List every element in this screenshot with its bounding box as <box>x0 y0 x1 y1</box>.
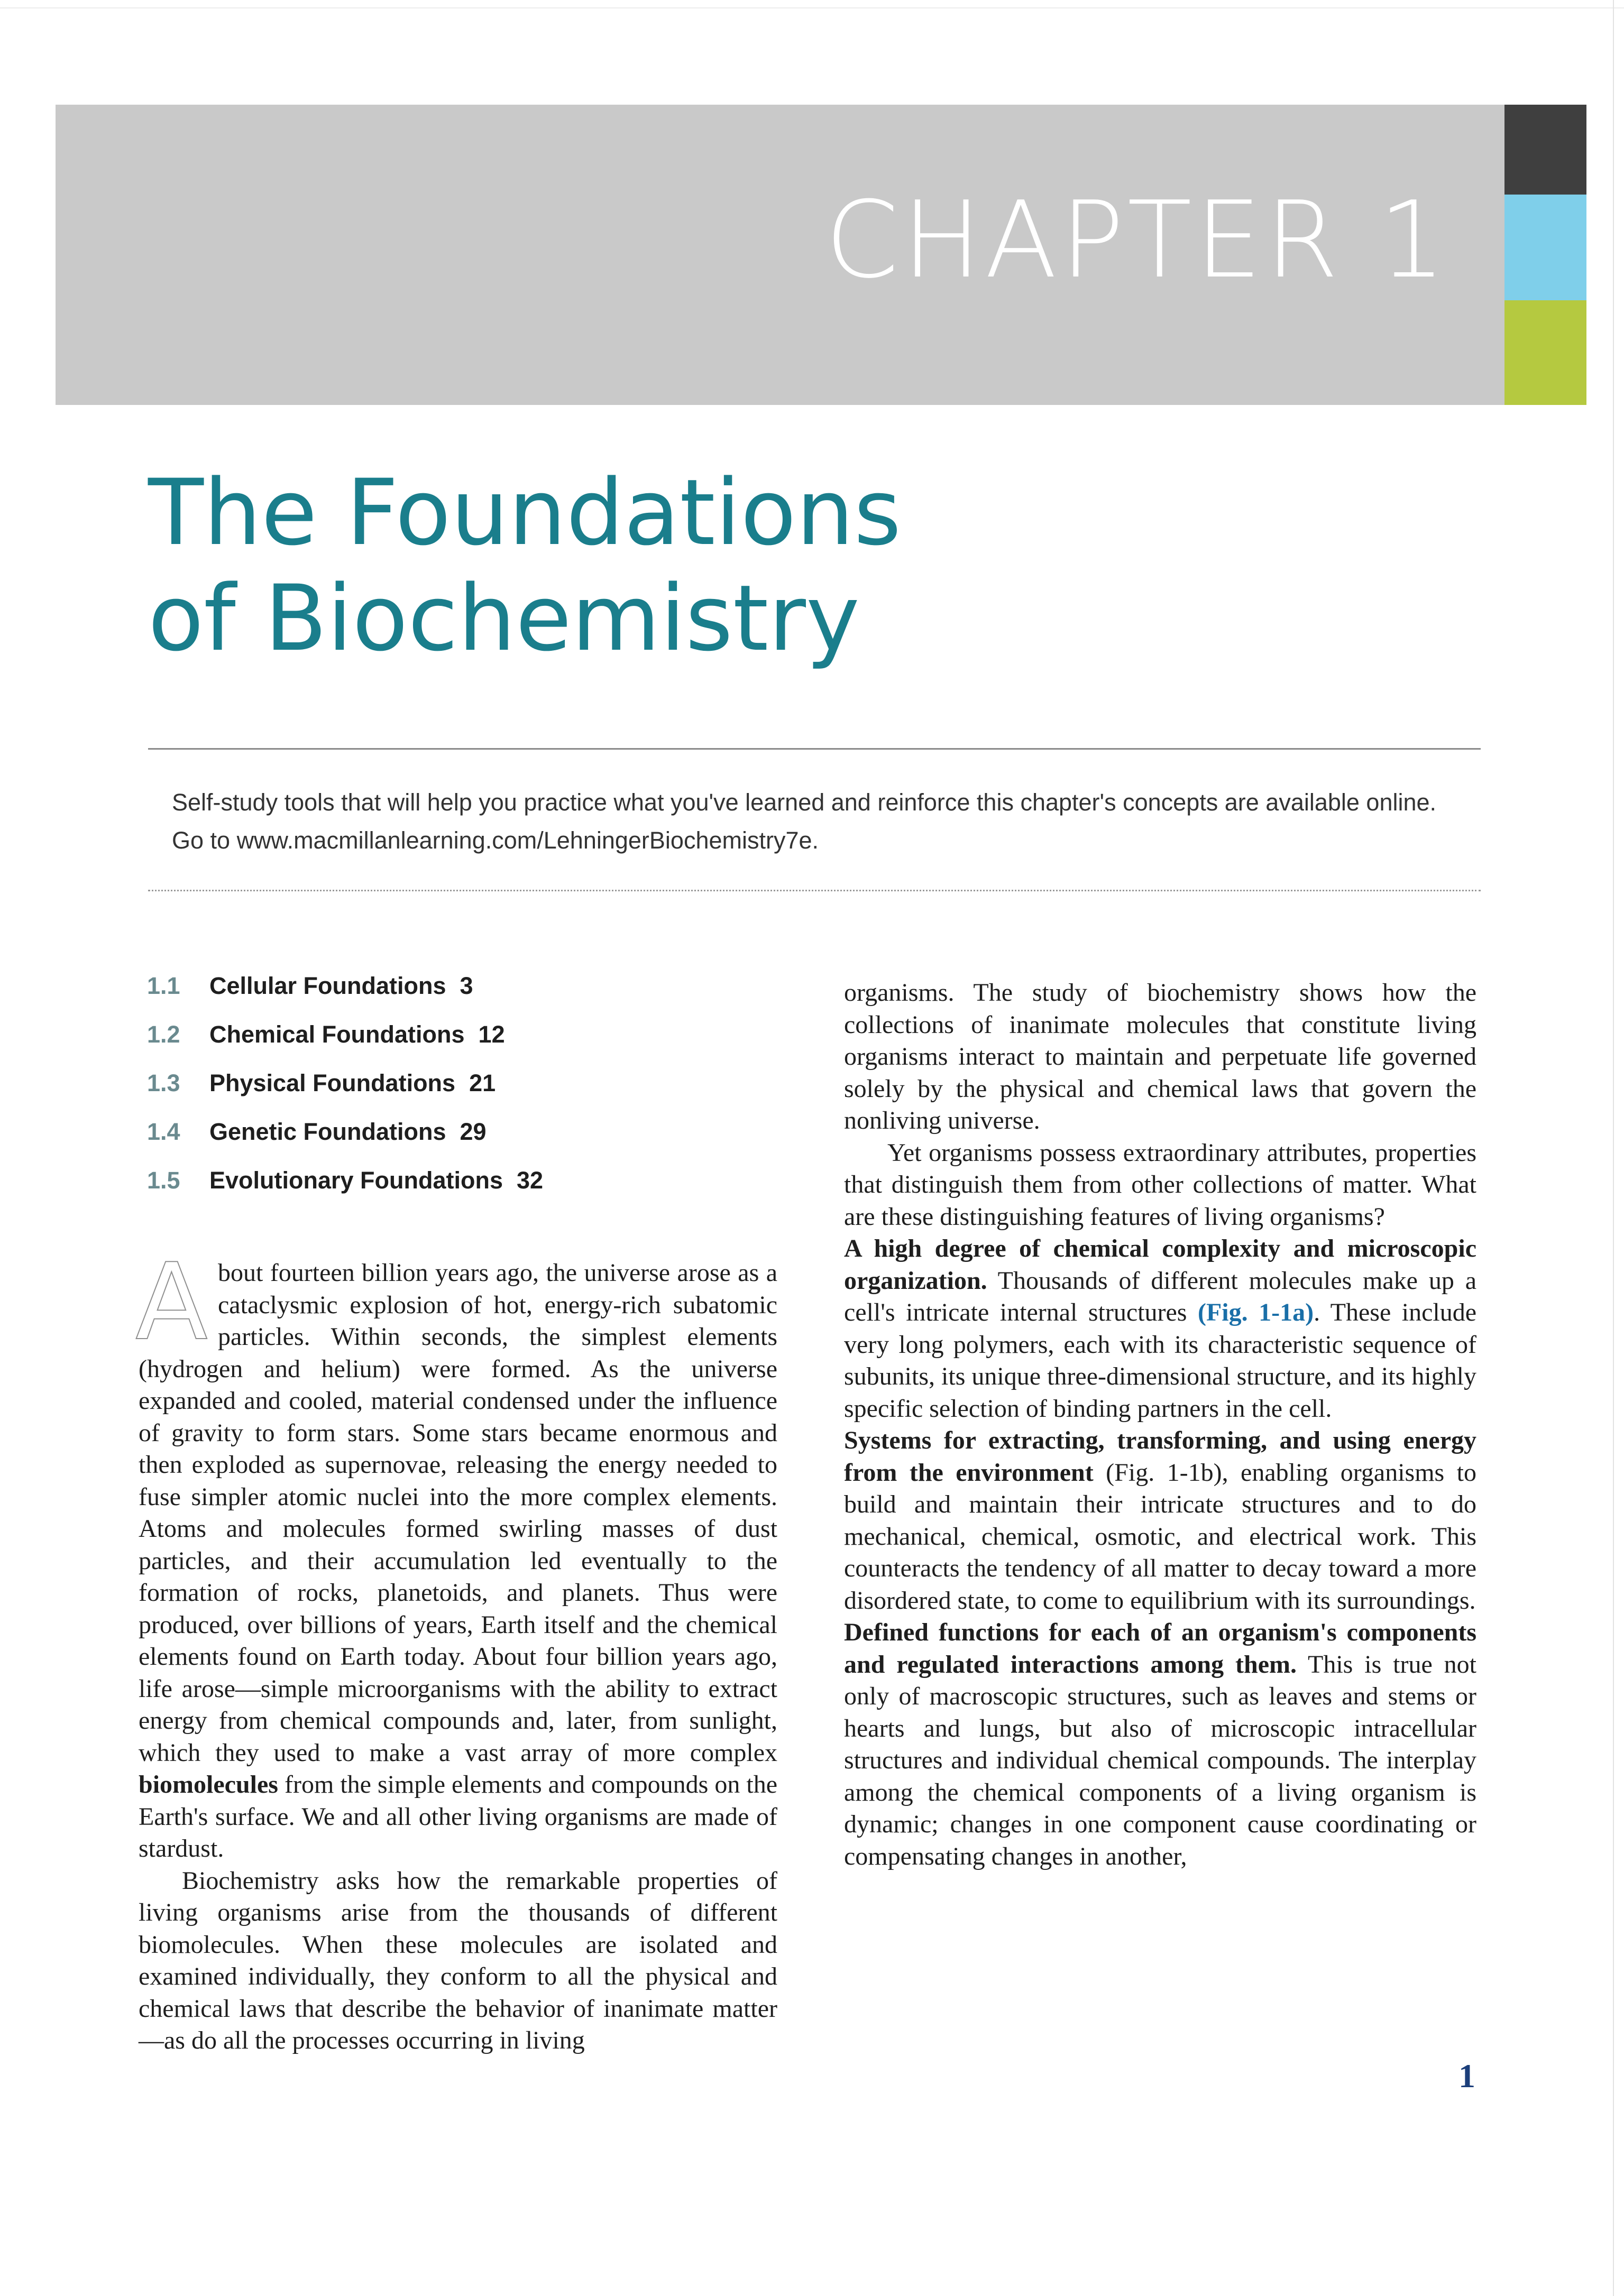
color-tab-dark <box>1504 105 1586 195</box>
toc-item[interactable] <box>147 970 782 1019</box>
page-top-edge <box>0 7 1624 8</box>
chapter-title-line-2: of Biochemistry <box>148 565 860 671</box>
online-resources-text: Self-study tools that will help you practice what you've learned and reinforce this chapter's concepts are available online. <box>172 789 1437 816</box>
feature-energy <box>844 1425 1476 1617</box>
intro-paragraph <box>139 1257 777 1865</box>
toc-number: 1.1 <box>147 972 180 999</box>
toc-page: 21 <box>469 1069 496 1096</box>
toc-page: 29 <box>460 1118 487 1145</box>
feature-text: This is true not only of macroscopic structures, such as leaves and stems or hearts and lungs, but also of microscopic intracellular structures and individual chemical compounds. The interplay among the chemical components of a living organism is dynamic; changes in one component cause coordinating or compensating changes in another, <box>844 1650 1476 1870</box>
toc-page: 32 <box>517 1167 544 1194</box>
feature-text: (Fig. 1-1b), enabling organisms to build and maintain their intricate structures and to do mechanical, chemical, osmotic, and electrical work. This counteracts the tendency of all matter to decay toward a more disordered state, to come to equilibrium with its surroundings. <box>844 1458 1477 1615</box>
toc-title: Physical Foundations <box>209 1069 456 1096</box>
color-tab-blue <box>1504 195 1586 300</box>
attributes-paragraph: Yet organisms possess extraordinary attributes, properties that distinguish them from other collections of matter. What are these distinguishing features of living organisms? <box>844 1138 1476 1231</box>
key-term-biomolecules: biomolecules <box>139 1771 278 1799</box>
continued-paragraph: organisms. The study of biochemistry shows how the collections of inanimate molecules that constitute living organisms interact to maintain and perpetuate life governed solely by the physical and chemical laws that govern the nonliving universe. <box>844 979 1476 1135</box>
toc-item[interactable] <box>147 1067 782 1116</box>
toc-number: 1.5 <box>147 1167 180 1194</box>
color-tab-green <box>1504 300 1586 405</box>
toc-item[interactable] <box>147 1165 782 1213</box>
toc-title: Genetic Foundations <box>209 1118 446 1145</box>
feature-heading: Defined functions for each of an organism's components and regulated interactions among them. <box>844 1618 1476 1679</box>
section-contents-list <box>147 970 782 1213</box>
toc-page: 12 <box>478 1021 505 1048</box>
body-column-right <box>844 977 1476 1873</box>
feature-complexity <box>844 1233 1476 1425</box>
feature-heading: Systems for extracting, transforming, and using energy from the environment <box>844 1426 1476 1487</box>
toc-page: 3 <box>460 972 473 999</box>
online-resources-box <box>148 748 1481 891</box>
chapter-title <box>148 460 1364 671</box>
toc-number: 1.4 <box>147 1118 180 1145</box>
toc-item[interactable] <box>147 1019 782 1067</box>
online-resources-link[interactable]: Go to www.macmillanlearning.com/LehningerBiochemistry7e. <box>172 827 819 854</box>
feature-text: . These include very long polymers, each with its characteristic sequence of subunits, its unique three-dimensional structure, and its highly specific selection of binding partners in the cell. <box>844 1298 1477 1423</box>
body-column-left <box>135 1241 777 2057</box>
drop-cap-letter: A <box>135 1241 208 1364</box>
intro-text-part-1: bout fourteen billion years ago, the universe arose as a cataclysmic explosion of hot, energy-rich subatomic particles. Within seconds, the simplest elements (hydrogen and helium) were formed. As the universe expanded and cooled, material condensed under the influence of gravity to form stars. Some stars became enormous and then exploded as supernovae, releasing the energy needed to fuse simpler atomic nuclei into the more complex elements. Atoms and molecules formed swirling masses of dust particles, and their accumulation led eventually to the formation of rocks, planetoids, and planets. Thus were produced, over billions of years, Earth itself and the chemical elements found on Earth today. About four billion years ago, life arose—simple microorganisms with the ability to extract energy from chemical compounds and, later, from sunlight, which they used to make a vast array of more complex <box>139 1259 777 1767</box>
toc-title: Cellular Foundations <box>209 972 446 999</box>
toc-number: 1.2 <box>147 1021 180 1048</box>
figure-reference-link[interactable]: (Fig. 1-1a) <box>1197 1298 1314 1326</box>
page-right-edge <box>1613 0 1614 2296</box>
feature-heading: A high degree of chemical complexity and microscopic organization. <box>844 1234 1476 1295</box>
feature-functions <box>844 1617 1476 1873</box>
toc-title: Chemical Foundations <box>209 1021 465 1048</box>
toc-number: 1.3 <box>147 1069 180 1096</box>
feature-text: Thousands of different molecules make up a cell's intricate internal structures <box>844 1266 1476 1326</box>
page-number: 1 <box>1458 2057 1475 2095</box>
toc-item[interactable] <box>147 1116 782 1165</box>
chapter-label: CHAPTER 1 <box>825 179 1449 302</box>
chapter-title-line-1: The Foundations <box>148 459 902 566</box>
intro-text-part-2: from the simple elements and compounds on the Earth's surface. We and all other living organisms are made of stardust. <box>139 1771 777 1862</box>
toc-title: Evolutionary Foundations <box>209 1167 503 1194</box>
drop-cap <box>135 1241 209 1364</box>
biochemistry-paragraph: Biochemistry asks how the remarkable properties of living organisms arise from the thousands of different biomolecules. When these molecules are isolated and examined individually, they conform to all the physical and chemical laws that describe the behavior of inanimate matter—as do all the processes occurring in living <box>139 1866 777 2054</box>
